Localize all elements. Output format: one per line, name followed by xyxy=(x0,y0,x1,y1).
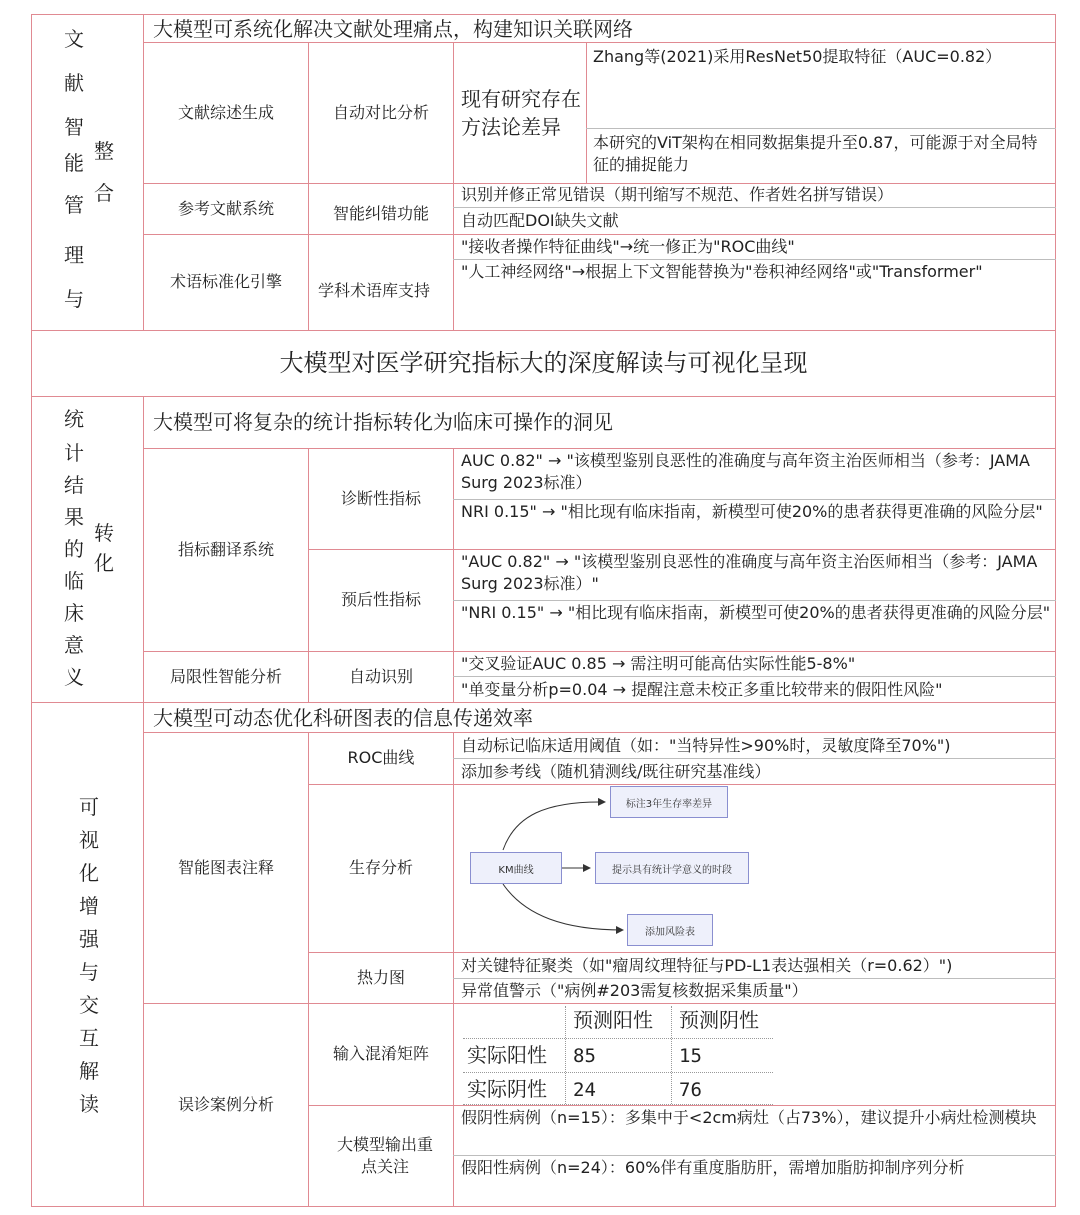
side-char: 合 xyxy=(94,181,114,205)
limitation-label: 局限性智能分析 xyxy=(169,666,282,686)
chart-annotation-label: 智能图表注释 xyxy=(177,857,274,877)
indicator-system-label: 指标翻译系统 xyxy=(177,539,274,559)
flow-node-target-1: 标注3年生存率差异 xyxy=(610,786,728,818)
limit-item-1: "交叉验证AUC 0.85 → 需注明可能高估实际性能5-8%" xyxy=(461,654,856,673)
cm-row-header: 实际阴性 xyxy=(467,1077,547,1101)
term-item-2: "人工神经网络"→根据上下文智能替换为"卷积神经网络"或"Transformer" xyxy=(461,262,983,281)
heatmap-label: 热力图 xyxy=(356,967,405,987)
section2-headline: 大模型可将复杂的统计指标转化为临床可操作的洞见 xyxy=(153,410,613,434)
section-title: 大模型对医学研究指标大的深度解读与可视化呈现 xyxy=(279,349,808,377)
side-char: 床 xyxy=(64,601,84,625)
cm-col-header: 预测阳性 xyxy=(573,1008,653,1032)
flow-arrow-1 xyxy=(503,802,605,850)
side-char: 意 xyxy=(64,633,84,657)
reference-item-2: 自动匹配DOI缺失文献 xyxy=(461,211,619,230)
side-char: 增 xyxy=(79,894,99,918)
section1-side-subtitle xyxy=(93,140,115,204)
cm-cell: 76 xyxy=(679,1079,702,1101)
diagnostic-label: 诊断性指标 xyxy=(340,488,421,508)
limit-item-2: "单变量分析p=0.04 → 提醒注意未校正多重比较带来的假阳性风险" xyxy=(461,679,943,699)
side-char: 统 xyxy=(64,407,84,431)
model-output-label: 大模型输出重点关注 xyxy=(336,1135,433,1176)
side-char: 与 xyxy=(79,960,99,984)
side-char: 视 xyxy=(79,828,99,852)
roc-item-2: 添加参考线（随机猜测线/既往研究基准线） xyxy=(461,761,771,781)
side-char: 果 xyxy=(64,505,84,529)
side-char: 解 xyxy=(79,1059,99,1083)
output-item-2: 假阳性病例（n=24）：60%伴有重度脂肪肝，需增加脂肪抑制序列分析 xyxy=(461,1158,965,1177)
review-item-1: Zhang等(2021)采用ResNet50提取特征（AUC=0.82） xyxy=(593,47,1002,66)
reference-system-label: 参考文献系统 xyxy=(177,198,274,218)
roc-item-1: 自动标记临床适用阈值（如："当特异性>90%时，灵敏度降至70%") xyxy=(461,735,951,755)
section2-side-title xyxy=(63,408,85,688)
section2-side-subtitle xyxy=(93,522,115,574)
reference-item-1: 识别并修正常见错误（期刊缩写不规范、作者姓名拼写错误） xyxy=(461,185,894,204)
prognostic-label: 预后性指标 xyxy=(340,590,421,609)
smart-correction-label: 智能纠错功能 xyxy=(332,204,429,223)
side-char: 转 xyxy=(94,521,114,545)
cm-cell: 85 xyxy=(573,1045,596,1067)
misdiagnosis-label: 误诊案例分析 xyxy=(177,1095,274,1114)
diag-item-2: NRI 0.15" → "相比现有临床指南，新模型可使20%的患者获得更准确的风险分层" xyxy=(461,502,1043,521)
roc-label: ROC曲线 xyxy=(347,748,415,767)
survival-label: 生存分析 xyxy=(348,858,413,877)
auto-compare-label: 自动对比分析 xyxy=(332,102,429,122)
document-table xyxy=(31,14,1056,1207)
section3-side-title xyxy=(78,796,100,1115)
side-char: 交 xyxy=(79,993,99,1017)
flow-node-source: KM曲线 xyxy=(470,852,562,884)
cm-row-header: 实际阳性 xyxy=(467,1043,547,1067)
side-char: 义 xyxy=(64,665,84,689)
method-diff-label: 现有研究存在方法论差异 xyxy=(461,86,581,139)
heatmap-item-2: 异常值警示（"病例#203需复核数据采集质量"） xyxy=(461,981,808,1000)
prog-item-2: "NRI 0.15" → "相比现有临床指南，新模型可使20%的患者获得更准确的风险分层" xyxy=(461,603,1051,622)
section1-side-title xyxy=(63,28,85,310)
side-char: 能 xyxy=(64,151,84,175)
side-char: 结 xyxy=(64,473,84,497)
section3-headline: 大模型可动态优化科研图表的信息传递效率 xyxy=(153,706,533,730)
term-item-1: "接收者操作特征曲线"→统一修正为"ROC曲线" xyxy=(461,237,795,256)
cm-cell: 24 xyxy=(573,1079,596,1101)
cm-cell: 15 xyxy=(679,1045,702,1067)
confusion-matrix xyxy=(463,1006,775,1102)
cm-col-header: 预测阴性 xyxy=(679,1008,759,1032)
flow-arrow-3 xyxy=(503,884,623,930)
confusion-matrix-label: 输入混淆矩阵 xyxy=(332,1044,429,1063)
section1-headline: 大模型可系统化解决文献处理痛点，构建知识关联网络 xyxy=(153,17,633,41)
side-char: 化 xyxy=(79,861,99,885)
flow-node-target-3: 添加风险表 xyxy=(627,914,713,946)
side-char: 强 xyxy=(79,927,99,951)
auto-detect-label: 自动识别 xyxy=(348,666,413,686)
side-char: 理 xyxy=(64,243,84,267)
side-char: 临 xyxy=(64,569,84,593)
side-char: 管 xyxy=(64,193,84,217)
side-char: 读 xyxy=(79,1092,99,1116)
prog-item-1: "AUC 0.82" → "该模型鉴别良恶性的准确度与高年资主治医师相当（参考：JAMA Surg 2023标准）" xyxy=(461,552,1038,593)
lit-review-label: 文献综述生成 xyxy=(177,102,274,122)
side-char: 整 xyxy=(94,139,114,163)
flow-node-target-2: 提示具有统计学意义的时段 xyxy=(595,852,749,884)
side-char: 的 xyxy=(64,537,84,561)
side-char: 文 xyxy=(64,27,84,51)
side-char: 与 xyxy=(64,287,84,311)
side-char: 互 xyxy=(79,1026,99,1050)
side-char: 化 xyxy=(94,551,114,575)
term-library-label: 学科术语库支持 xyxy=(318,281,431,300)
output-item-1: 假阴性病例（n=15）：多集中于<2cm病灶（占73%），建议提升小病灶检测模块 xyxy=(461,1108,1037,1127)
side-char: 可 xyxy=(79,795,99,819)
heatmap-item-1: 对关键特征聚类（如"瘤周纹理特征与PD-L1表达强相关（r=0.62）") xyxy=(461,955,953,975)
survival-flowchart xyxy=(455,786,1053,950)
review-item-2: 本研究的ViT架构在相同数据集提升至0.87，可能源于对全局特征的捕捉能力 xyxy=(593,133,1038,174)
side-char: 献 xyxy=(64,71,84,95)
side-char: 智 xyxy=(64,115,84,139)
term-engine-label: 术语标准化引擎 xyxy=(169,272,282,291)
diag-item-1: AUC 0.82" → "该模型鉴别良恶性的准确度与高年资主治医师相当（参考：JAMA Surg 2023标准） xyxy=(461,451,1030,492)
side-char: 计 xyxy=(64,441,84,465)
